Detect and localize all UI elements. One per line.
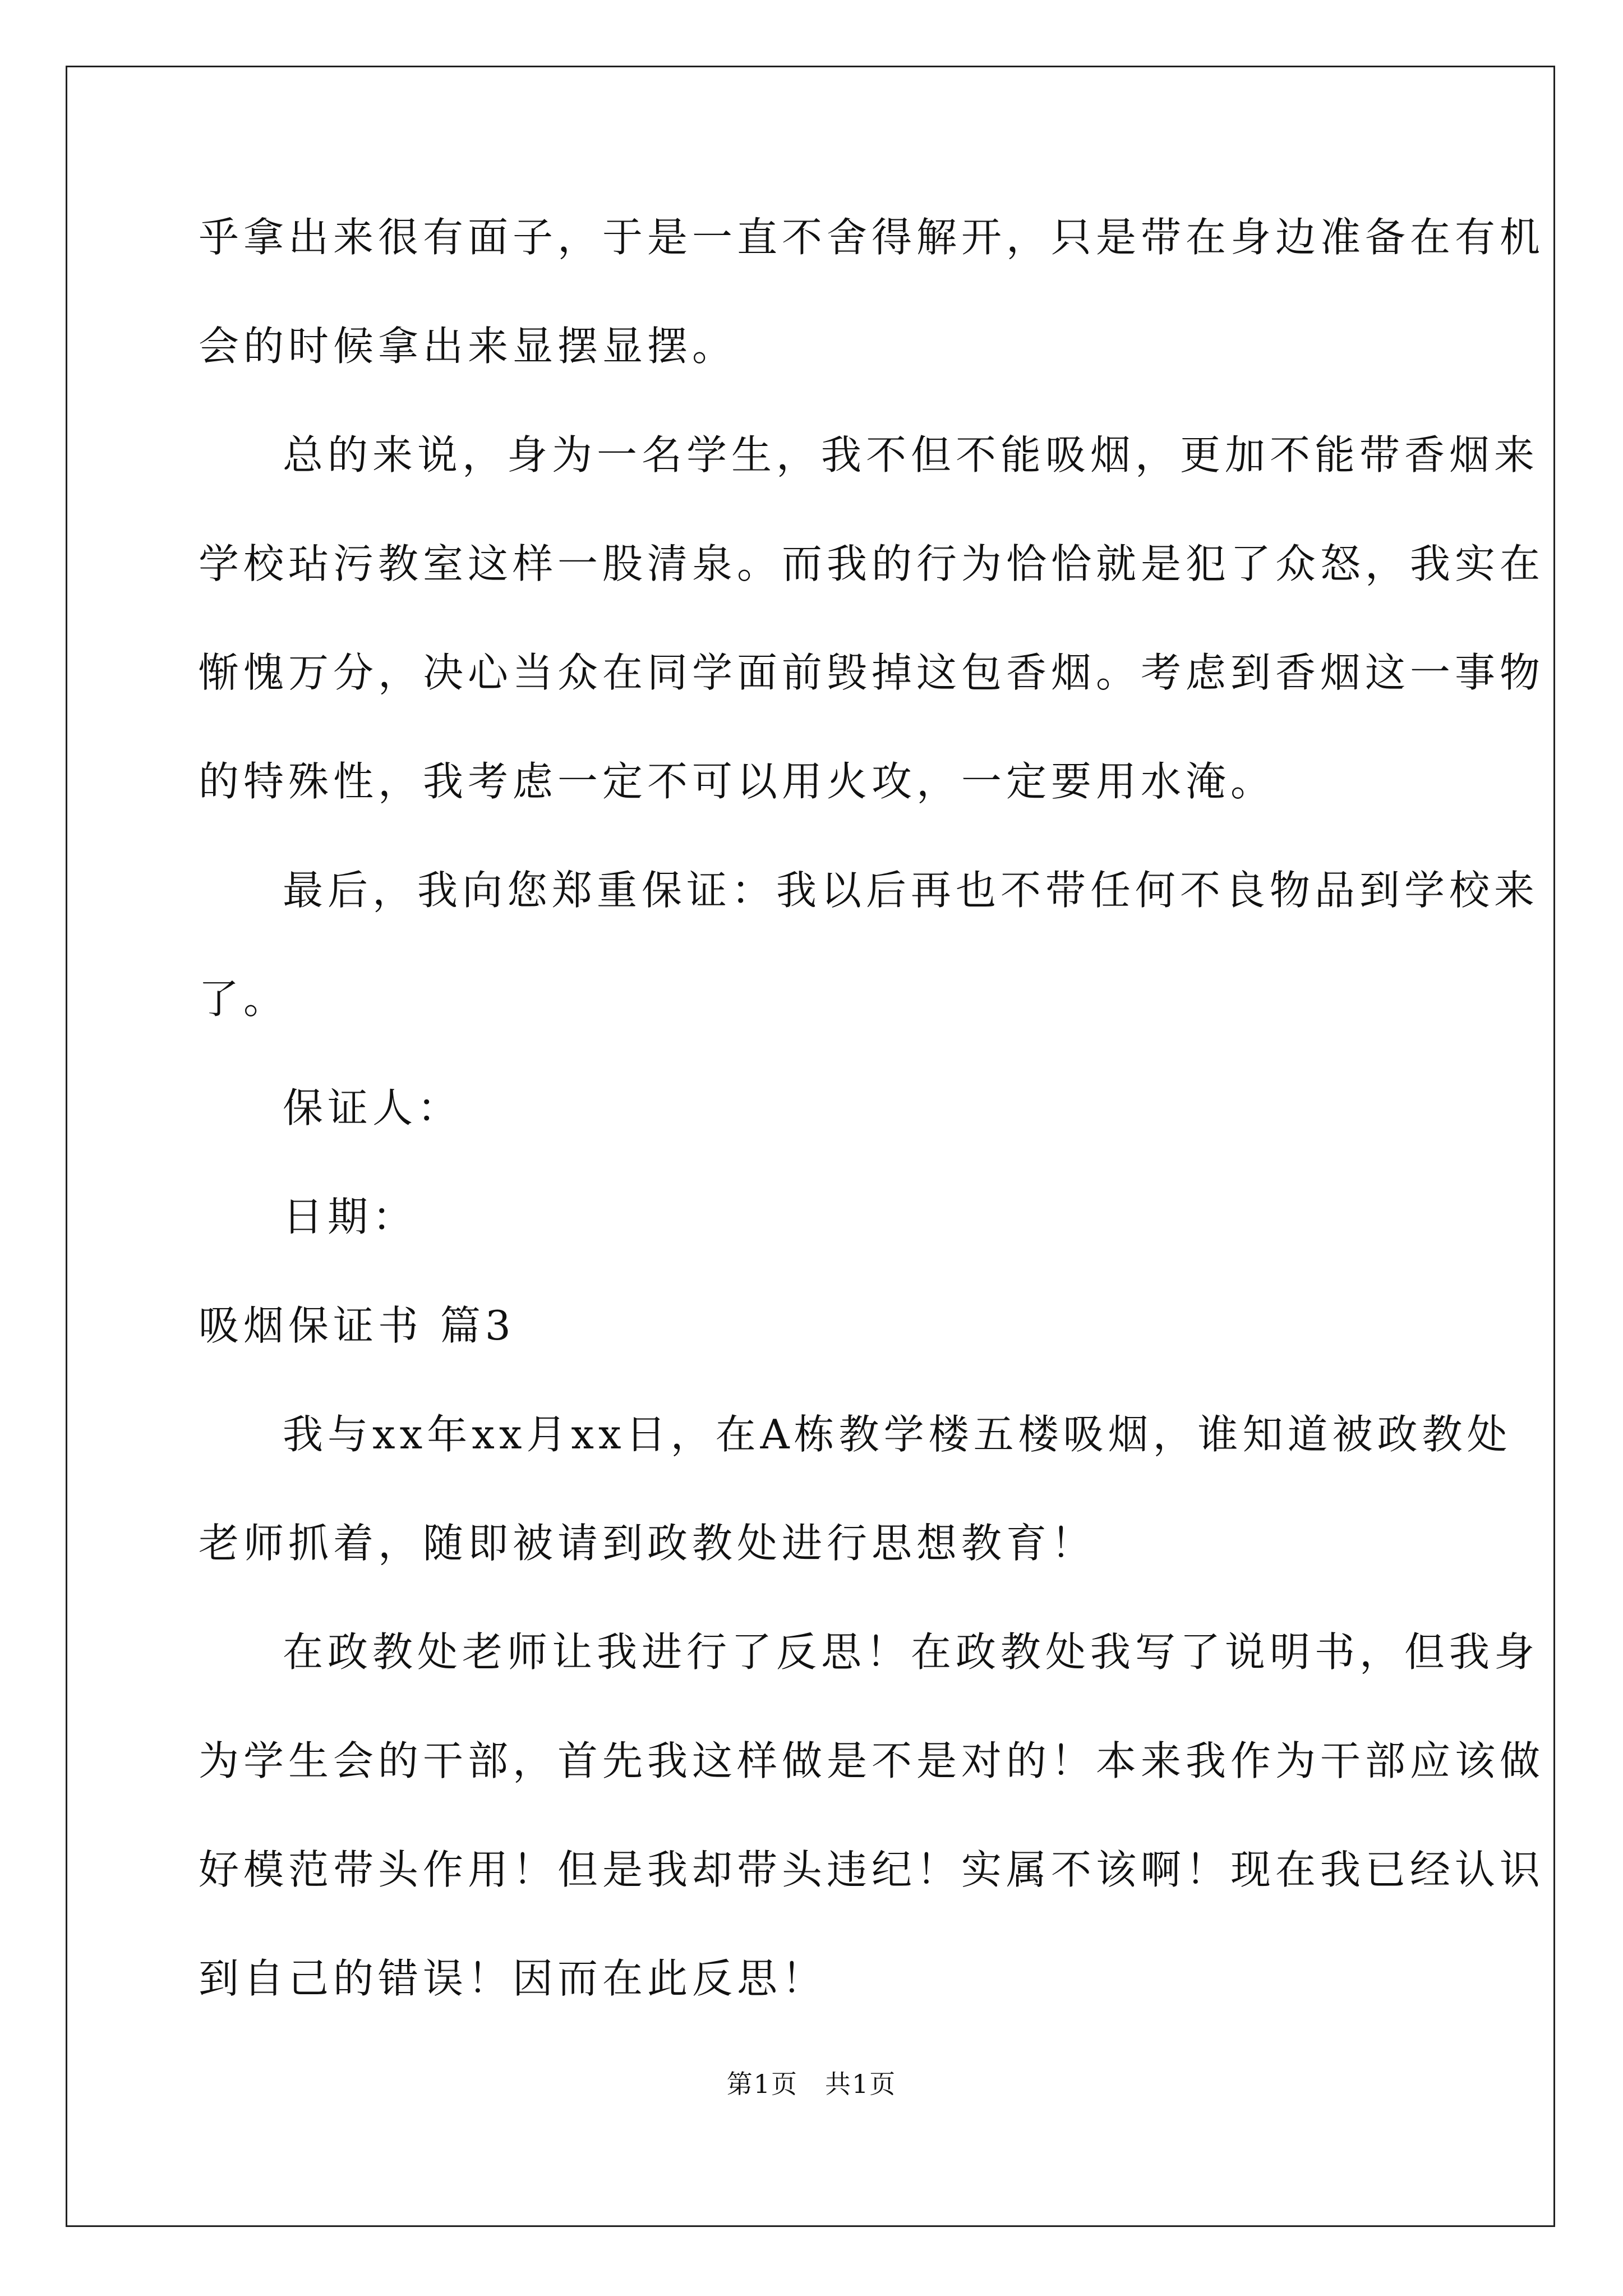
paragraph-line: 最后，我向您郑重保证：我以后再也不带任何不良物品到学校来 — [283, 867, 1539, 914]
paragraph-line: 在政教处老师让我进行了反思！在政教处我写了说明书，但我身 — [283, 1628, 1539, 1676]
paragraph-line: 会的时候拿出来显摆显摆。 — [199, 323, 737, 370]
page-total: 共1页 — [825, 2069, 897, 2099]
paragraph-line: 为学生会的干部，首先我这样做是不是对的！本来我作为干部应该做 — [199, 1737, 1545, 1784]
document-body — [199, 209, 1545, 2007]
paragraph-line: 的特殊性，我考虑一定不可以用火攻，一定要用水淹。 — [199, 758, 1276, 805]
page-footer — [0, 2067, 1623, 2101]
signature-label: 保证人： — [283, 1084, 463, 1131]
paragraph-line: 学校玷污教室这样一股清泉。而我的行为恰恰就是犯了众怒，我实在 — [199, 540, 1545, 587]
paragraph-line: 我与xx年xx月xx日，在A栋教学楼五楼吸烟，谁知道被政教处 — [283, 1411, 1512, 1458]
page-number: 第1页 — [726, 2069, 798, 2099]
date-label: 日期： — [283, 1193, 418, 1240]
paragraph-line: 惭愧万分，决心当众在同学面前毁掉这包香烟。考虑到香烟这一事物 — [199, 649, 1545, 696]
paragraph-line: 了。 — [199, 976, 289, 1023]
paragraph-line: 乎拿出来很有面子，于是一直不舍得解开，只是带在身边准备在有机 — [199, 214, 1545, 261]
paragraph-line: 总的来说，身为一名学生，我不但不能吸烟，更加不能带香烟来 — [283, 431, 1539, 478]
section-heading: 吸烟保证书 篇3 — [199, 1302, 515, 1349]
paragraph-line: 好模范带头作用！但是我却带头违纪！实属不该啊！现在我已经认识 — [199, 1846, 1545, 1893]
paragraph-line: 到自己的错误！因而在此反思！ — [199, 1955, 827, 2002]
paragraph-line: 老师抓着，随即被请到政教处进行思想教育！ — [199, 1520, 1096, 1567]
